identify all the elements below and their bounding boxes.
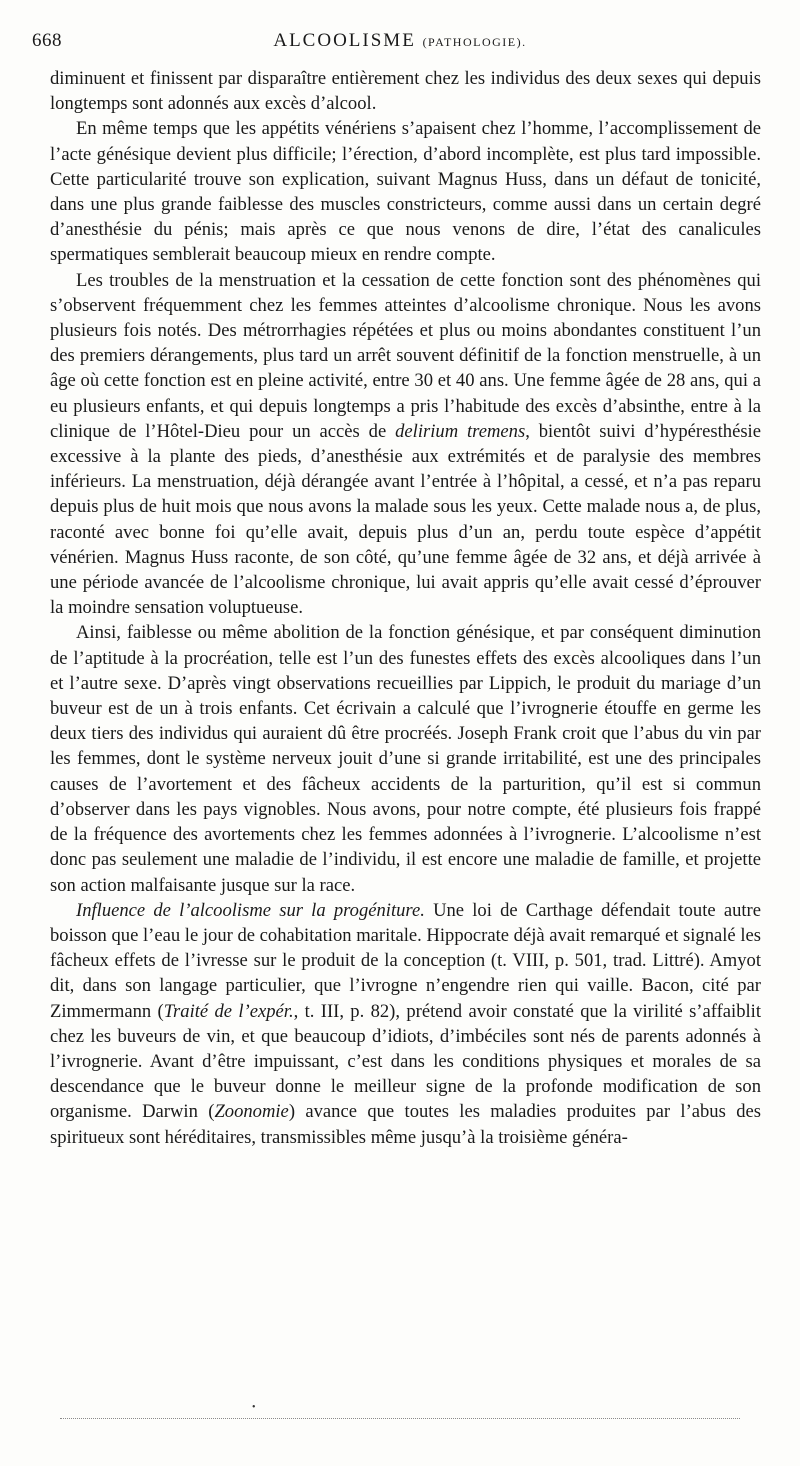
text-run: Ainsi, faiblesse ou même abolition de la fonction génésique, et par conséquent diminution de l’aptitude à la procréation, telle est l’un des funestes effets des excès alcooliques dans l’un et l’autre sexe. D’après vingt observations recueillies par Lippich, le produit du mariage d’un buveur est de un à trois enfants. Cet écrivain a calculé que l’ivrognerie étouffe en germe les deux tiers des individus qui auraient dû être procréés. Joseph Frank croit que l’abus du vin par les femmes, dont le système nerveux jouit d’une si grande irritabilité, est une des principales causes de l’avortement et des fâcheux accidents de la parturition, qu’il est si commun d’observer dans les pays vignobles. Nous avons, pour notre compte, été plusieurs fois frappé de la fréquence des avortements chez les femmes adonnées à l’ivrognerie. L’alcoolisme n’est donc pas seulement une maladie de l’individu, il est encore une maladie de famille, et projette son action malfaisante jusque sur la race. <box>50 622 761 896</box>
italic-run: Traité de l’expér. <box>163 1000 294 1022</box>
paragraph <box>50 66 761 116</box>
running-title <box>32 30 768 52</box>
paragraph <box>50 620 761 897</box>
text-run: , t. III, p. 82), prétend avoir constaté que la virilité s’affaiblit chez les buveurs de vin, et que beaucoup d’idiots, d’imbéciles sont nés de parents adonnés à l’ivrognerie. Avant d’être impuissant, c’est dans les conditions physiques et morales de sa descendance que le buveur donne le meilleur signe de la profonde modification de son organisme. Darwin ( <box>50 1000 762 1123</box>
italic-run: Influence de l’alcoolisme sur la progéniture. <box>76 899 425 921</box>
page-number: 668 <box>32 30 62 51</box>
paragraph <box>50 268 761 621</box>
body-text <box>50 66 761 1150</box>
paragraph <box>50 898 761 1150</box>
text-run: En même temps que les appétits vénériens s’apaisent chez l’homme, l’accomplissement de l’acte génésique devient plus difficile; l’érection, d’abord incomplète, est plus tard impossible. Cette particularité trouve son explication, suivant Magnus Huss, dans un défaut de tonicité, dans une plus grande faiblesse des muscles constricteurs, comme aussi dans un certain degré d’anesthésie du pénis; mais après ce que nous venons de dire, l’état des canalicules spermatiques semblerait beaucoup mieux en rendre compte. <box>50 118 761 266</box>
text-run: , bientôt suivi d’hypéresthésie excessive à la plante des pieds, d’anesthésie aux extrémités et de paralysie des membres inférieurs. La menstruation, déjà dérangée avant l’entrée à l’hôpital, a cessé, et n’a pas reparu depuis plus de huit mois que nous avons la malade sous les yeux. Cette malade nous a, de plus, raconté avec bonne foi qu’elle avait, depuis plus d’un an, perdu toute espèce d’appétit vénérien. Magnus Huss raconte, de son côté, qu’une femme âgée de 32 ans, et déjà arrivée à une période avancée de l’alcoolisme chronique, lui avait appris qu’elle avait cessé d’éprouver la moindre sensation voluptueuse. <box>50 420 761 619</box>
italic-run: delirium tremens <box>395 420 526 442</box>
footer-rule <box>60 1418 740 1419</box>
running-header <box>32 30 768 56</box>
running-title-main: ALCOOLISME <box>273 30 416 51</box>
text-run: Les troubles de la menstruation et la cessation de cette fonction sont des phénomènes qui s’observent fréquemment chez les femmes atteintes d’alcoolisme chronique. Nous les avons plusieurs fois notés. Des métrorrhagies répétées et plus ou moins abondantes constituent l’un des premiers dérangements, plus tard un arrêt souvent définitif de la fonction menstruelle, à un âge où cette fonction est en pleine activité, entre 30 et 40 ans. Une femme âgée de 28 ans, qui a eu plusieurs enfants, et qui depuis longtemps a pris l’habitude des excès d’absinthe, entre à la clinique de l’Hôtel-Dieu pour un accès de <box>50 269 761 442</box>
text-run: ) avance que toutes les maladies produites par l’abus des spiritueux sont héréditaires, transmissibles même jusqu’à la troisième généra- <box>50 1101 761 1148</box>
paragraph <box>50 116 761 267</box>
italic-run: Zoonomie <box>214 1101 289 1123</box>
text-run: Une loi de Carthage défendait toute autre boisson que l’eau le jour de cohabitation maritale. Hippocrate déjà avait remarqué et signalé les fâcheux effets de l’ivresse sur le produit de la conception (t. VIII, p. 501, trad. Littré). Amyot dit, dans son langage particulier, que l’ivrogne n’engendre rien qui vaille. Bacon, cité par Zimmermann ( <box>50 899 761 1022</box>
stray-mark: • <box>252 1402 256 1413</box>
text-run: diminuent et finissent par disparaître entièrement chez les individus des deux sexes qui depuis longtemps sont adonnés aux excès d’alcool. <box>50 68 761 115</box>
running-title-sub: (PATHOLOGIE). <box>422 35 527 49</box>
